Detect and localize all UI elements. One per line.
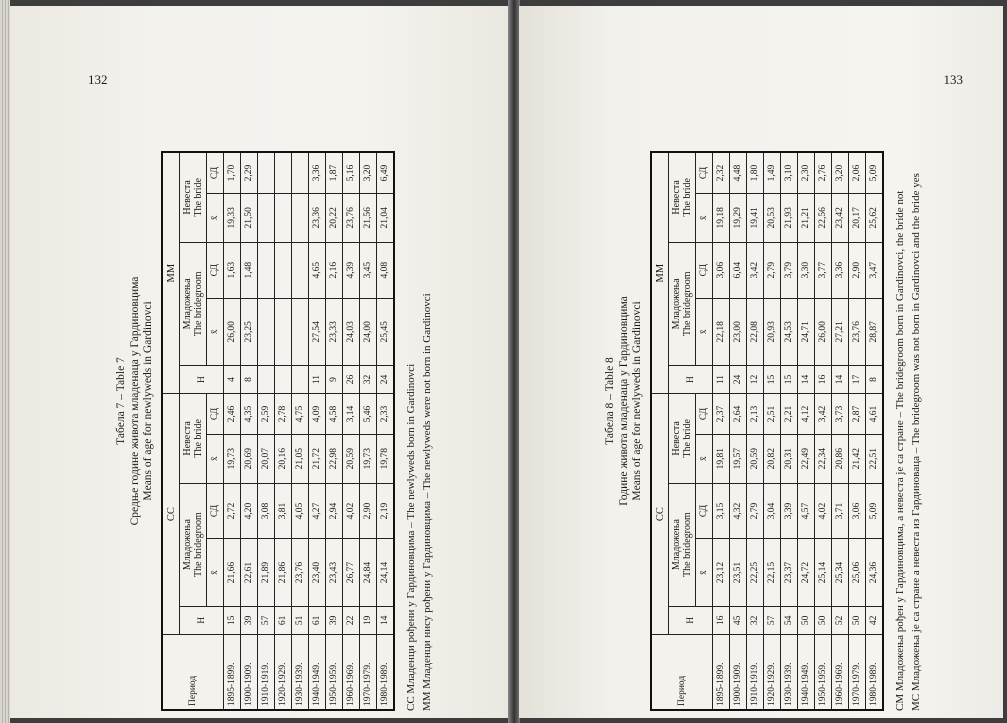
cell-mgs: 1,48	[241, 242, 258, 298]
cell-cbx: 20,59	[343, 434, 360, 483]
cell-mbx: 19,41	[747, 193, 764, 242]
cell-cbx: 19,81	[713, 434, 730, 483]
cell-mbs: 2,06	[849, 152, 866, 193]
cell-period: 1960-1969.	[343, 635, 360, 711]
cell-mn: 14	[832, 365, 849, 393]
page-number: 133	[943, 72, 963, 87]
cell-mgs: 6,04	[730, 242, 747, 298]
cell-mn: 11	[309, 365, 326, 393]
header-bride: Невеста The bride	[180, 152, 207, 242]
cell-cbs: 2,37	[713, 394, 730, 435]
note-cm: СМ Младожења рођен у Гардиновцима, а невеста је са стране – The bridegroom born in Gardinovci, the bride not	[894, 190, 906, 711]
header-n: Н	[180, 365, 224, 393]
cell-mgx: 22,08	[747, 298, 764, 365]
cell-period: 1900-1909.	[730, 635, 747, 711]
left-page	[10, 6, 509, 718]
cell-cn: 52	[832, 606, 849, 634]
cell-cgs: 3,15	[713, 483, 730, 539]
table-notes	[892, 91, 924, 711]
cell-mn	[292, 365, 309, 393]
cell-cbs: 4,12	[798, 394, 815, 435]
cell-cgx: 23,40	[309, 539, 326, 606]
cell-cn: 39	[241, 606, 258, 634]
cell-cgx: 23,51	[730, 539, 747, 606]
cell-mn: 8	[866, 365, 884, 393]
cell-period: 1895-1899.	[713, 635, 730, 711]
cell-mbx: 19,33	[224, 193, 241, 242]
header-sd: СД	[696, 152, 713, 193]
cell-cgx: 25,06	[849, 539, 866, 606]
cell-cbx: 19,73	[360, 434, 377, 483]
cell-cbs: 4,09	[309, 394, 326, 435]
cell-mbs	[292, 152, 309, 193]
cell-mbx: 21,21	[798, 193, 815, 242]
cell-cgx: 24,14	[377, 539, 395, 606]
cell-mbs: 2,29	[241, 152, 258, 193]
cell-period: 1940-1949.	[798, 635, 815, 711]
cell-period: 1980-1989.	[866, 635, 884, 711]
cell-cbs: 2,87	[849, 394, 866, 435]
table-title-en: Means of age for newlyweds in Gardinovci	[631, 301, 643, 501]
cell-cn: 45	[730, 606, 747, 634]
cell-mgs: 2,79	[764, 242, 781, 298]
cell-period: 1970-1979.	[849, 635, 866, 711]
cell-cbx: 21,42	[849, 434, 866, 483]
cell-mbs: 1,80	[747, 152, 764, 193]
cell-cn: 57	[764, 606, 781, 634]
cell-cgx: 25,14	[815, 539, 832, 606]
cell-cn: 42	[866, 606, 884, 634]
header-mean: x̄	[696, 298, 713, 365]
cell-cn: 51	[292, 606, 309, 634]
cell-cbs: 4,35	[241, 394, 258, 435]
cell-mgx: 24,03	[343, 298, 360, 365]
cell-mbs: 5,16	[343, 152, 360, 193]
cell-cgx: 23,37	[781, 539, 798, 606]
cell-mbx: 19,18	[713, 193, 730, 242]
cell-mn: 12	[747, 365, 764, 393]
cell-mbs: 3,20	[832, 152, 849, 193]
header-mm: ММ	[162, 152, 180, 394]
cell-mbx: 21,04	[377, 193, 395, 242]
cell-mn: 26	[343, 365, 360, 393]
table-caption	[604, 91, 644, 711]
header-sd: СД	[207, 152, 224, 193]
cell-mbx: 22,56	[815, 193, 832, 242]
header-mm: ММ	[651, 152, 669, 394]
cell-mbs: 4,48	[730, 152, 747, 193]
header-bride: Невеста The bride	[180, 394, 207, 483]
cell-cgx: 21,86	[275, 539, 292, 606]
cell-mgs: 3,79	[781, 242, 798, 298]
cell-mgs: 4,39	[343, 242, 360, 298]
table-body	[713, 152, 884, 710]
table-row	[326, 152, 343, 710]
table-row	[292, 152, 309, 710]
cell-cn: 19	[360, 606, 377, 634]
cell-cgs: 4,20	[241, 483, 258, 539]
cell-cbs: 3,14	[343, 394, 360, 435]
table-row	[224, 152, 241, 710]
cell-mgx: 23,33	[326, 298, 343, 365]
cell-period: 1930-1939.	[292, 635, 309, 711]
cell-period: 1970-1979.	[360, 635, 377, 711]
cell-cgs: 2,79	[747, 483, 764, 539]
cell-cbx: 22,51	[866, 434, 884, 483]
table-label: Табела 8 – Table 8	[604, 357, 616, 445]
cell-mn	[275, 365, 292, 393]
cell-mbs	[258, 152, 275, 193]
cell-mgs: 3,42	[747, 242, 764, 298]
cell-cgx: 25,34	[832, 539, 849, 606]
cell-cgx: 21,66	[224, 539, 241, 606]
header-mean: x̄	[207, 193, 224, 242]
cell-cgx: 21,89	[258, 539, 275, 606]
cell-mgx: 23,25	[241, 298, 258, 365]
table-row	[832, 152, 849, 710]
cell-mbs: 6,49	[377, 152, 395, 193]
cell-cgx: 24,84	[360, 539, 377, 606]
cell-cbx: 20,16	[275, 434, 292, 483]
cell-cbx: 20,07	[258, 434, 275, 483]
cell-mgx: 22,18	[713, 298, 730, 365]
cell-cbs: 4,58	[326, 394, 343, 435]
cell-cgx: 23,76	[292, 539, 309, 606]
cell-mn: 15	[764, 365, 781, 393]
note-mm: ММ Младенци нису рођени у Гардиновцима – The newlyweds were not born in Gardinovci	[421, 293, 433, 711]
cell-period: 1920-1929.	[275, 635, 292, 711]
cell-mn	[258, 365, 275, 393]
header-bride: Невеста The bride	[669, 394, 696, 483]
cell-cbx: 20,31	[781, 434, 798, 483]
table-row	[275, 152, 292, 710]
cell-cbx: 19,78	[377, 434, 395, 483]
cell-cbs: 2,13	[747, 394, 764, 435]
note-cc: СС Младенци рођени у Гардиновцима – The newlyweds born in Gardinovci	[405, 363, 417, 711]
cell-mbs: 1,87	[326, 152, 343, 193]
cell-cbx: 19,73	[224, 434, 241, 483]
header-groom: Младожења The bridegroom	[669, 483, 696, 606]
cell-mn: 9	[326, 365, 343, 393]
cell-mbx	[292, 193, 309, 242]
cell-cbx: 20,59	[747, 434, 764, 483]
cell-cbs: 2,78	[275, 394, 292, 435]
cell-mbx: 20,53	[764, 193, 781, 242]
cell-period: 1900-1909.	[241, 635, 258, 711]
cell-period: 1980-1989.	[377, 635, 395, 711]
cell-period: 1910-1919.	[747, 635, 764, 711]
cell-mn: 11	[713, 365, 730, 393]
cell-cgs: 2,90	[360, 483, 377, 539]
cell-period: 1930-1939.	[781, 635, 798, 711]
cell-mbs: 2,32	[713, 152, 730, 193]
table-row	[815, 152, 832, 710]
cell-period: 1960-1969.	[832, 635, 849, 711]
cell-mgs: 3,77	[815, 242, 832, 298]
cell-cgx: 22,61	[241, 539, 258, 606]
cell-mbs: 1,70	[224, 152, 241, 193]
header-groom: Младожења The bridegroom	[180, 242, 207, 365]
cell-mgx	[292, 298, 309, 365]
header-mean: x̄	[207, 539, 224, 606]
cell-mn: 4	[224, 365, 241, 393]
cell-cgx: 23,12	[713, 539, 730, 606]
header-sd: СД	[696, 242, 713, 298]
cell-mbs: 3,20	[360, 152, 377, 193]
header-period: Период	[651, 635, 713, 711]
cell-mbx: 19,29	[730, 193, 747, 242]
table-row	[309, 152, 326, 710]
cell-mn: 14	[798, 365, 815, 393]
cell-cbx: 22,34	[815, 434, 832, 483]
cell-mgs: 3,45	[360, 242, 377, 298]
cell-mgx: 23,76	[849, 298, 866, 365]
cell-mgx: 24,71	[798, 298, 815, 365]
cell-mn: 16	[815, 365, 832, 393]
cell-cbs: 4,75	[292, 394, 309, 435]
rotated-table-block	[604, 91, 924, 711]
header-period: Период	[162, 635, 224, 711]
cell-cbs: 4,61	[866, 394, 884, 435]
header-n: Н	[669, 606, 713, 634]
cell-mgs: 3,06	[713, 242, 730, 298]
cell-period: 1920-1929.	[764, 635, 781, 711]
header-bride: Невеста The bride	[669, 152, 696, 242]
cell-cgs: 2,72	[224, 483, 241, 539]
cell-cgs: 3,06	[849, 483, 866, 539]
cell-period: 1940-1949.	[309, 635, 326, 711]
cell-cn: 39	[326, 606, 343, 634]
cell-mgs	[258, 242, 275, 298]
table-caption	[115, 91, 155, 711]
cell-mgx: 28,87	[866, 298, 884, 365]
cell-cbs: 2,33	[377, 394, 395, 435]
cell-cbs: 2,21	[781, 394, 798, 435]
cell-mgs: 3,36	[832, 242, 849, 298]
header-groom: Младожења The bridegroom	[669, 242, 696, 365]
table-row	[764, 152, 781, 710]
header-mean: x̄	[696, 539, 713, 606]
cell-mbs: 3,36	[309, 152, 326, 193]
cell-cgs: 5,09	[866, 483, 884, 539]
cell-mgx: 26,00	[815, 298, 832, 365]
cell-cbx: 19,57	[730, 434, 747, 483]
header-sd: СД	[207, 242, 224, 298]
cell-mgx: 24,00	[360, 298, 377, 365]
cell-mbx: 23,76	[343, 193, 360, 242]
table-row	[747, 152, 764, 710]
cell-cn: 32	[747, 606, 764, 634]
cell-cn: 22	[343, 606, 360, 634]
header-sd: СД	[207, 394, 224, 435]
cell-cgs: 4,02	[343, 483, 360, 539]
header-groom: Младожења The bridegroom	[180, 483, 207, 606]
cell-mgx: 20,93	[764, 298, 781, 365]
cell-cbs: 2,51	[764, 394, 781, 435]
cell-mn: 8	[241, 365, 258, 393]
cell-cgs: 4,57	[798, 483, 815, 539]
header-mean: x̄	[696, 193, 713, 242]
cell-cn: 15	[224, 606, 241, 634]
cell-mbx: 21,56	[360, 193, 377, 242]
cell-cgs: 4,32	[730, 483, 747, 539]
table-row	[866, 152, 884, 710]
table-title-en: Means of age for newlyweds in Gardinovci	[142, 301, 154, 501]
cell-cn: 57	[258, 606, 275, 634]
cell-cbs: 3,42	[815, 394, 832, 435]
table-row	[781, 152, 798, 710]
data-table	[161, 151, 395, 711]
cell-cn: 61	[309, 606, 326, 634]
table-notes	[403, 91, 435, 711]
cell-mgs: 3,30	[798, 242, 815, 298]
cell-mgs: 4,08	[377, 242, 395, 298]
header-mean: x̄	[207, 298, 224, 365]
cell-mbx: 21,93	[781, 193, 798, 242]
cell-period: 1950-1959.	[326, 635, 343, 711]
cell-mgs: 4,65	[309, 242, 326, 298]
cell-mbx	[275, 193, 292, 242]
cell-mgs	[292, 242, 309, 298]
cell-cgs: 3,08	[258, 483, 275, 539]
cell-cgx: 24,36	[866, 539, 884, 606]
cell-mbs: 2,30	[798, 152, 815, 193]
cell-period: 1950-1959.	[815, 635, 832, 711]
cell-cbs: 2,64	[730, 394, 747, 435]
header-n: Н	[180, 606, 224, 634]
cell-cbs: 3,73	[832, 394, 849, 435]
cell-cgs: 4,02	[815, 483, 832, 539]
right-page	[519, 6, 1003, 718]
cell-mbx: 23,36	[309, 193, 326, 242]
table-row	[798, 152, 815, 710]
table-row	[360, 152, 377, 710]
cell-mn: 15	[781, 365, 798, 393]
cell-cgs: 3,39	[781, 483, 798, 539]
note-mc: МС Младожења је са стране а невеста из Гардиновaца – The bridegroom was not born in Gardinovci and the bride yes	[910, 173, 922, 711]
cell-cbx: 22,49	[798, 434, 815, 483]
cell-cbs: 2,46	[224, 394, 241, 435]
cell-mgx: 24,53	[781, 298, 798, 365]
cell-cbx: 20,86	[832, 434, 849, 483]
cell-mbs: 2,76	[815, 152, 832, 193]
cell-cbx: 20,69	[241, 434, 258, 483]
cell-cgx: 22,15	[764, 539, 781, 606]
cell-mbx: 20,22	[326, 193, 343, 242]
cell-cbx: 21,05	[292, 434, 309, 483]
table-row	[343, 152, 360, 710]
cell-cgs: 3,81	[275, 483, 292, 539]
cell-cgs: 4,05	[292, 483, 309, 539]
cell-period: 1910-1919.	[258, 635, 275, 711]
cell-mgx	[258, 298, 275, 365]
table-row	[713, 152, 730, 710]
cell-mgs: 2,16	[326, 242, 343, 298]
cell-mgs	[275, 242, 292, 298]
cell-mn: 24	[730, 365, 747, 393]
cell-cn: 61	[275, 606, 292, 634]
cell-mgx: 26,00	[224, 298, 241, 365]
page-number: 132	[88, 72, 108, 87]
cell-mgx	[275, 298, 292, 365]
cell-mbs: 3,10	[781, 152, 798, 193]
cell-mbx: 23,42	[832, 193, 849, 242]
cell-mgs: 3,47	[866, 242, 884, 298]
table-title-sr: Средње године живота младенаца у Гардиновцима	[129, 276, 141, 526]
table-body	[224, 152, 395, 710]
cell-mbx: 20,17	[849, 193, 866, 242]
cell-mgx: 25,45	[377, 298, 395, 365]
data-table	[650, 151, 884, 711]
cell-mn: 17	[849, 365, 866, 393]
cell-cgx: 26,77	[343, 539, 360, 606]
cell-cgx: 23,43	[326, 539, 343, 606]
cell-mn: 24	[377, 365, 395, 393]
cell-mgs: 2,90	[849, 242, 866, 298]
cell-cbs: 5,46	[360, 394, 377, 435]
cell-cbx: 21,72	[309, 434, 326, 483]
cell-mbx	[258, 193, 275, 242]
table-row	[849, 152, 866, 710]
cell-cn: 50	[815, 606, 832, 634]
cell-period: 1895-1899.	[224, 635, 241, 711]
page-edges	[0, 0, 10, 723]
header-cc: СС	[651, 394, 669, 635]
table-row	[377, 152, 395, 710]
table-row	[258, 152, 275, 710]
cell-cgs: 4,27	[309, 483, 326, 539]
cell-mgx: 27,54	[309, 298, 326, 365]
table-label: Табела 7 – Table 7	[115, 357, 127, 445]
header-mean: x̄	[696, 434, 713, 483]
header-mean: x̄	[207, 434, 224, 483]
cell-cgs: 3,71	[832, 483, 849, 539]
cell-mbs: 1,49	[764, 152, 781, 193]
cell-cbx: 22,98	[326, 434, 343, 483]
cell-cbs: 2,59	[258, 394, 275, 435]
cell-cn: 14	[377, 606, 395, 634]
cell-mbs: 5,09	[866, 152, 884, 193]
cell-cgx: 24,72	[798, 539, 815, 606]
cell-cgs: 2,94	[326, 483, 343, 539]
header-sd: СД	[696, 483, 713, 539]
cell-cgx: 22,25	[747, 539, 764, 606]
cell-cgs: 2,19	[377, 483, 395, 539]
cell-mbx: 21,50	[241, 193, 258, 242]
table-row	[241, 152, 258, 710]
header-cc: СС	[162, 394, 180, 635]
cell-mgs: 1,63	[224, 242, 241, 298]
cell-cn: 16	[713, 606, 730, 634]
cell-cn: 50	[798, 606, 815, 634]
header-sd: СД	[696, 394, 713, 435]
cell-cbx: 20,82	[764, 434, 781, 483]
cell-mgx: 27,21	[832, 298, 849, 365]
cell-cgs: 3,04	[764, 483, 781, 539]
table-title-sr: Године живота младенаца у Гардиновцима	[618, 296, 630, 506]
header-n: Н	[669, 365, 713, 393]
cell-mbs	[275, 152, 292, 193]
cell-mgx: 23,00	[730, 298, 747, 365]
cell-mn: 32	[360, 365, 377, 393]
rotated-table-block	[115, 91, 435, 711]
header-sd: СД	[207, 483, 224, 539]
table-row	[730, 152, 747, 710]
cell-mbx: 25,62	[866, 193, 884, 242]
cell-cn: 50	[849, 606, 866, 634]
cell-cn: 54	[781, 606, 798, 634]
